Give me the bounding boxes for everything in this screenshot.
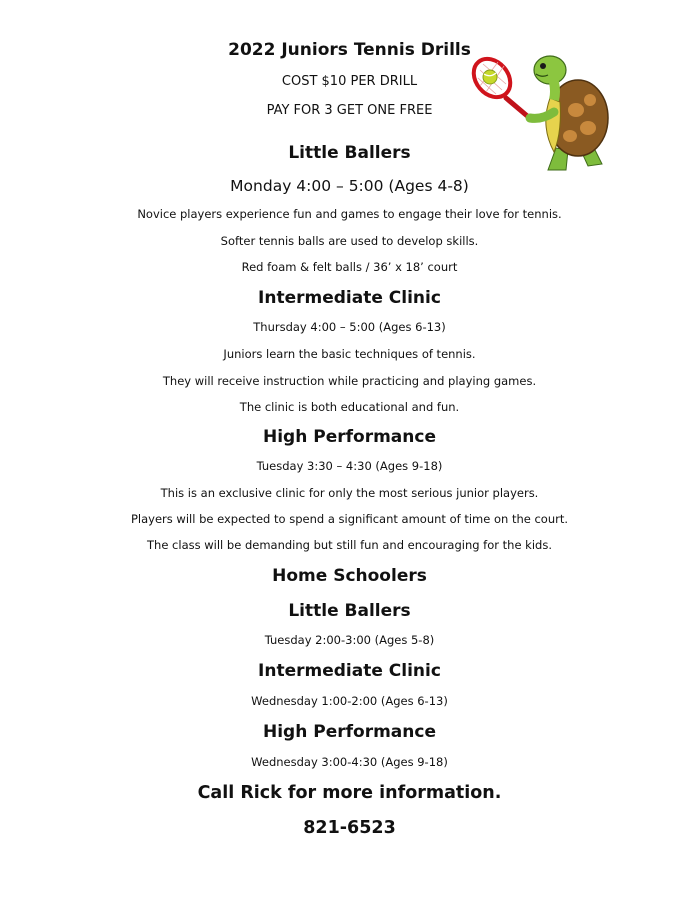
deal-line: PAY FOR 3 GET ONE FREE <box>266 103 433 118</box>
home-schoolers-heading: Home Schoolers <box>272 566 427 586</box>
home-schoolers-item-schedule: Tuesday 2:00-3:00 (Ages 5-8) <box>264 633 435 647</box>
section-description-line: They will receive instruction while practicing and playing games. <box>162 374 537 388</box>
section-heading: Little Ballers <box>288 143 411 163</box>
section-description-line: The class will be demanding but still fun and encouraging for the kids. <box>147 538 552 552</box>
cost-line: COST $10 PER DRILL <box>281 74 418 89</box>
home-schoolers-item-schedule: Wednesday 1:00-2:00 (Ages 6-13) <box>251 694 448 708</box>
phone-number: 821-6523 <box>303 818 396 838</box>
section-description-line: Players will be expected to spend a significant amount of time on the court. <box>130 512 569 526</box>
section-description-line: Softer tennis balls are used to develop skills. <box>220 234 479 248</box>
home-schoolers-item-heading: Intermediate Clinic <box>258 661 441 681</box>
section-description-line: Novice players experience fun and games to engage their love for tennis. <box>137 207 562 221</box>
section-heading: Intermediate Clinic <box>258 288 441 308</box>
section-description-line: Juniors learn the basic techniques of tennis. <box>223 347 476 361</box>
section-description-line: The clinic is both educational and fun. <box>239 400 460 414</box>
section-schedule: Tuesday 3:30 – 4:30 (Ages 9-18) <box>256 459 443 473</box>
section-description-line: Red foam & felt balls / 36’ x 18’ court <box>241 260 458 274</box>
section-schedule: Thursday 4:00 – 5:00 (Ages 6-13) <box>253 320 446 334</box>
call-to-action: Call Rick for more information. <box>197 783 502 803</box>
section-schedule: Monday 4:00 – 5:00 (Ages 4-8) <box>230 177 469 195</box>
home-schoolers-item-heading: High Performance <box>263 722 436 742</box>
home-schoolers-item-schedule: Wednesday 3:00-4:30 (Ages 9-18) <box>251 755 448 769</box>
turtle-tennis-icon <box>470 40 610 175</box>
home-schoolers-item-heading: Little Ballers <box>288 601 411 621</box>
section-heading: High Performance <box>263 427 436 447</box>
flyer-title: 2022 Juniors Tennis Drills <box>228 40 471 60</box>
section-description-line: This is an exclusive clinic for only the most serious junior players. <box>160 486 539 500</box>
